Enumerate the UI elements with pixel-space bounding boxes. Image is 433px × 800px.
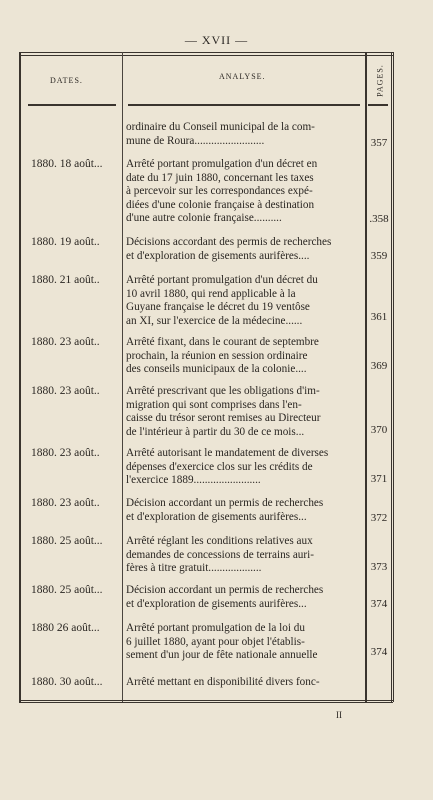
entry-line: d'une autre colonie française..........	[126, 212, 282, 225]
entry-line: mune de Roura.........................	[126, 134, 265, 147]
entry-line: Arrêté prescrivant que les obligations d'im-	[126, 385, 320, 397]
entry-date: 1880. 19 août..	[31, 236, 100, 248]
entry-text	[126, 584, 363, 611]
entry-line: diées d'une colonie française à destination	[126, 198, 315, 211]
header-rule-dates	[28, 104, 116, 106]
entry-line: Arrêté réglant les conditions relatives aux	[126, 535, 313, 547]
signature-mark: II	[336, 710, 342, 720]
entry-date: 1880. 30 août...	[31, 676, 103, 688]
entry-line: an XI, sur l'exercice de la médecine......	[126, 314, 303, 327]
column-rule-dates	[122, 52, 123, 702]
entry-line: 10 avril 1880, qui rend applicable à la	[126, 287, 296, 300]
entry-date: 1880. 23 août..	[31, 385, 100, 397]
header-pages-label: PAGES.	[375, 64, 385, 97]
entry-line: Arrêté portant promulgation d'un décret du	[126, 274, 318, 286]
entry-line: et d'exploration de gisements aurifères....	[126, 249, 310, 262]
entry-date: 1880. 18 août...	[31, 158, 103, 170]
header-pages	[368, 62, 392, 104]
header-rule-analyse	[128, 104, 360, 106]
header-rule-pages	[368, 104, 388, 106]
header-dates: DATES.	[50, 76, 83, 85]
entry-line: demandes de concessions de terrains auri-	[126, 548, 314, 561]
entry-date: 1880. 21 août..	[31, 274, 100, 286]
entry-line: migration qui sont comprises dans l'en-	[126, 398, 302, 411]
entry-page: 369	[370, 360, 388, 372]
entry-line: et d'exploration de gisements aurifères...	[126, 510, 307, 523]
entry-page: 373	[370, 561, 388, 573]
entry-date: 1880. 25 août...	[31, 584, 103, 596]
entry-line: et d'exploration de gisements aurifères...	[126, 597, 307, 610]
entry-text	[126, 274, 363, 328]
entry-line: Arrêté fixant, dans le courant de septembre	[126, 336, 319, 348]
entry-line: Décisions accordant des permis de recherches	[126, 236, 332, 248]
entry-text	[126, 622, 363, 663]
entry-page: 372	[370, 512, 388, 524]
entry-page: 361	[370, 311, 388, 323]
entry-line: 6 juillet 1880, ayant pour objet l'établis-	[126, 635, 305, 648]
entry-line: caisse du trésor seront remises au Directeur	[126, 412, 321, 425]
entry-page: .358	[369, 213, 389, 225]
entry-line: Arrêté mettant en disponibilité divers fonc-	[126, 676, 320, 688]
entry-date: 1880. 23 août..	[31, 447, 100, 459]
entry-line: date du 17 juin 1880, concernant les taxes	[126, 171, 314, 184]
entry-date: 1880. 23 août..	[31, 336, 100, 348]
entry-date: 1880 26 août...	[31, 622, 100, 634]
entry-text	[126, 447, 363, 488]
entry-line: l'exercice 1889........................	[126, 474, 261, 487]
entry-date: 1880. 25 août...	[31, 535, 103, 547]
entry-line: prochain, la réunion en session ordinaire	[126, 349, 308, 362]
header-analyse: ANALYSE.	[219, 72, 266, 81]
entry-line: dépenses d'exercice clos sur les crédits de	[126, 460, 313, 473]
entry-line: fères à titre gratuit...................	[126, 562, 262, 575]
entry-page: 374	[370, 598, 388, 610]
table-bottom-rule	[19, 700, 393, 703]
entry-page: 371	[370, 473, 388, 485]
entry-line: sement d'un jour de fête nationale annuelle	[126, 649, 318, 662]
column-rule-right	[391, 52, 394, 702]
entry-text	[126, 158, 363, 226]
column-rule-analyse	[365, 52, 367, 702]
column-rule-left	[19, 52, 21, 702]
entry-line: Guyane française le décret du 19 ventôse	[126, 301, 310, 314]
entry-text	[126, 676, 363, 690]
entry-line: Arrêté portant promulgation d'un décret en	[126, 158, 318, 170]
entry-line: à percevoir sur les correspondances expé-	[126, 185, 313, 198]
entry-line: Arrêté autorisant le mandatement de diverses	[126, 447, 329, 459]
entry-text	[126, 535, 363, 576]
entry-text	[126, 336, 363, 377]
entry-text	[126, 236, 363, 263]
entry-page: 374	[370, 646, 388, 658]
entry-page: 357	[370, 137, 388, 149]
entry-page: 370	[370, 424, 388, 436]
entry-text	[126, 497, 363, 524]
page-number: — XVII —	[184, 33, 249, 47]
entry-date: 1880. 23 août..	[31, 497, 100, 509]
entry-line: de l'intérieur à partir du 30 de ce mois...	[126, 425, 305, 438]
entry-line: des conseils municipaux de la colonie....	[126, 363, 307, 376]
entry-line: Arrêté portant promulgation de la loi du	[126, 622, 305, 634]
entry-text	[126, 121, 363, 148]
entry-text	[126, 385, 363, 439]
entry-line: Décision accordant un permis de recherches	[126, 584, 324, 596]
entry-page: 359	[370, 250, 388, 262]
entry-line: Décision accordant un permis de recherches	[126, 497, 324, 509]
entry-line: ordinaire du Conseil municipal de la com-	[126, 121, 315, 133]
